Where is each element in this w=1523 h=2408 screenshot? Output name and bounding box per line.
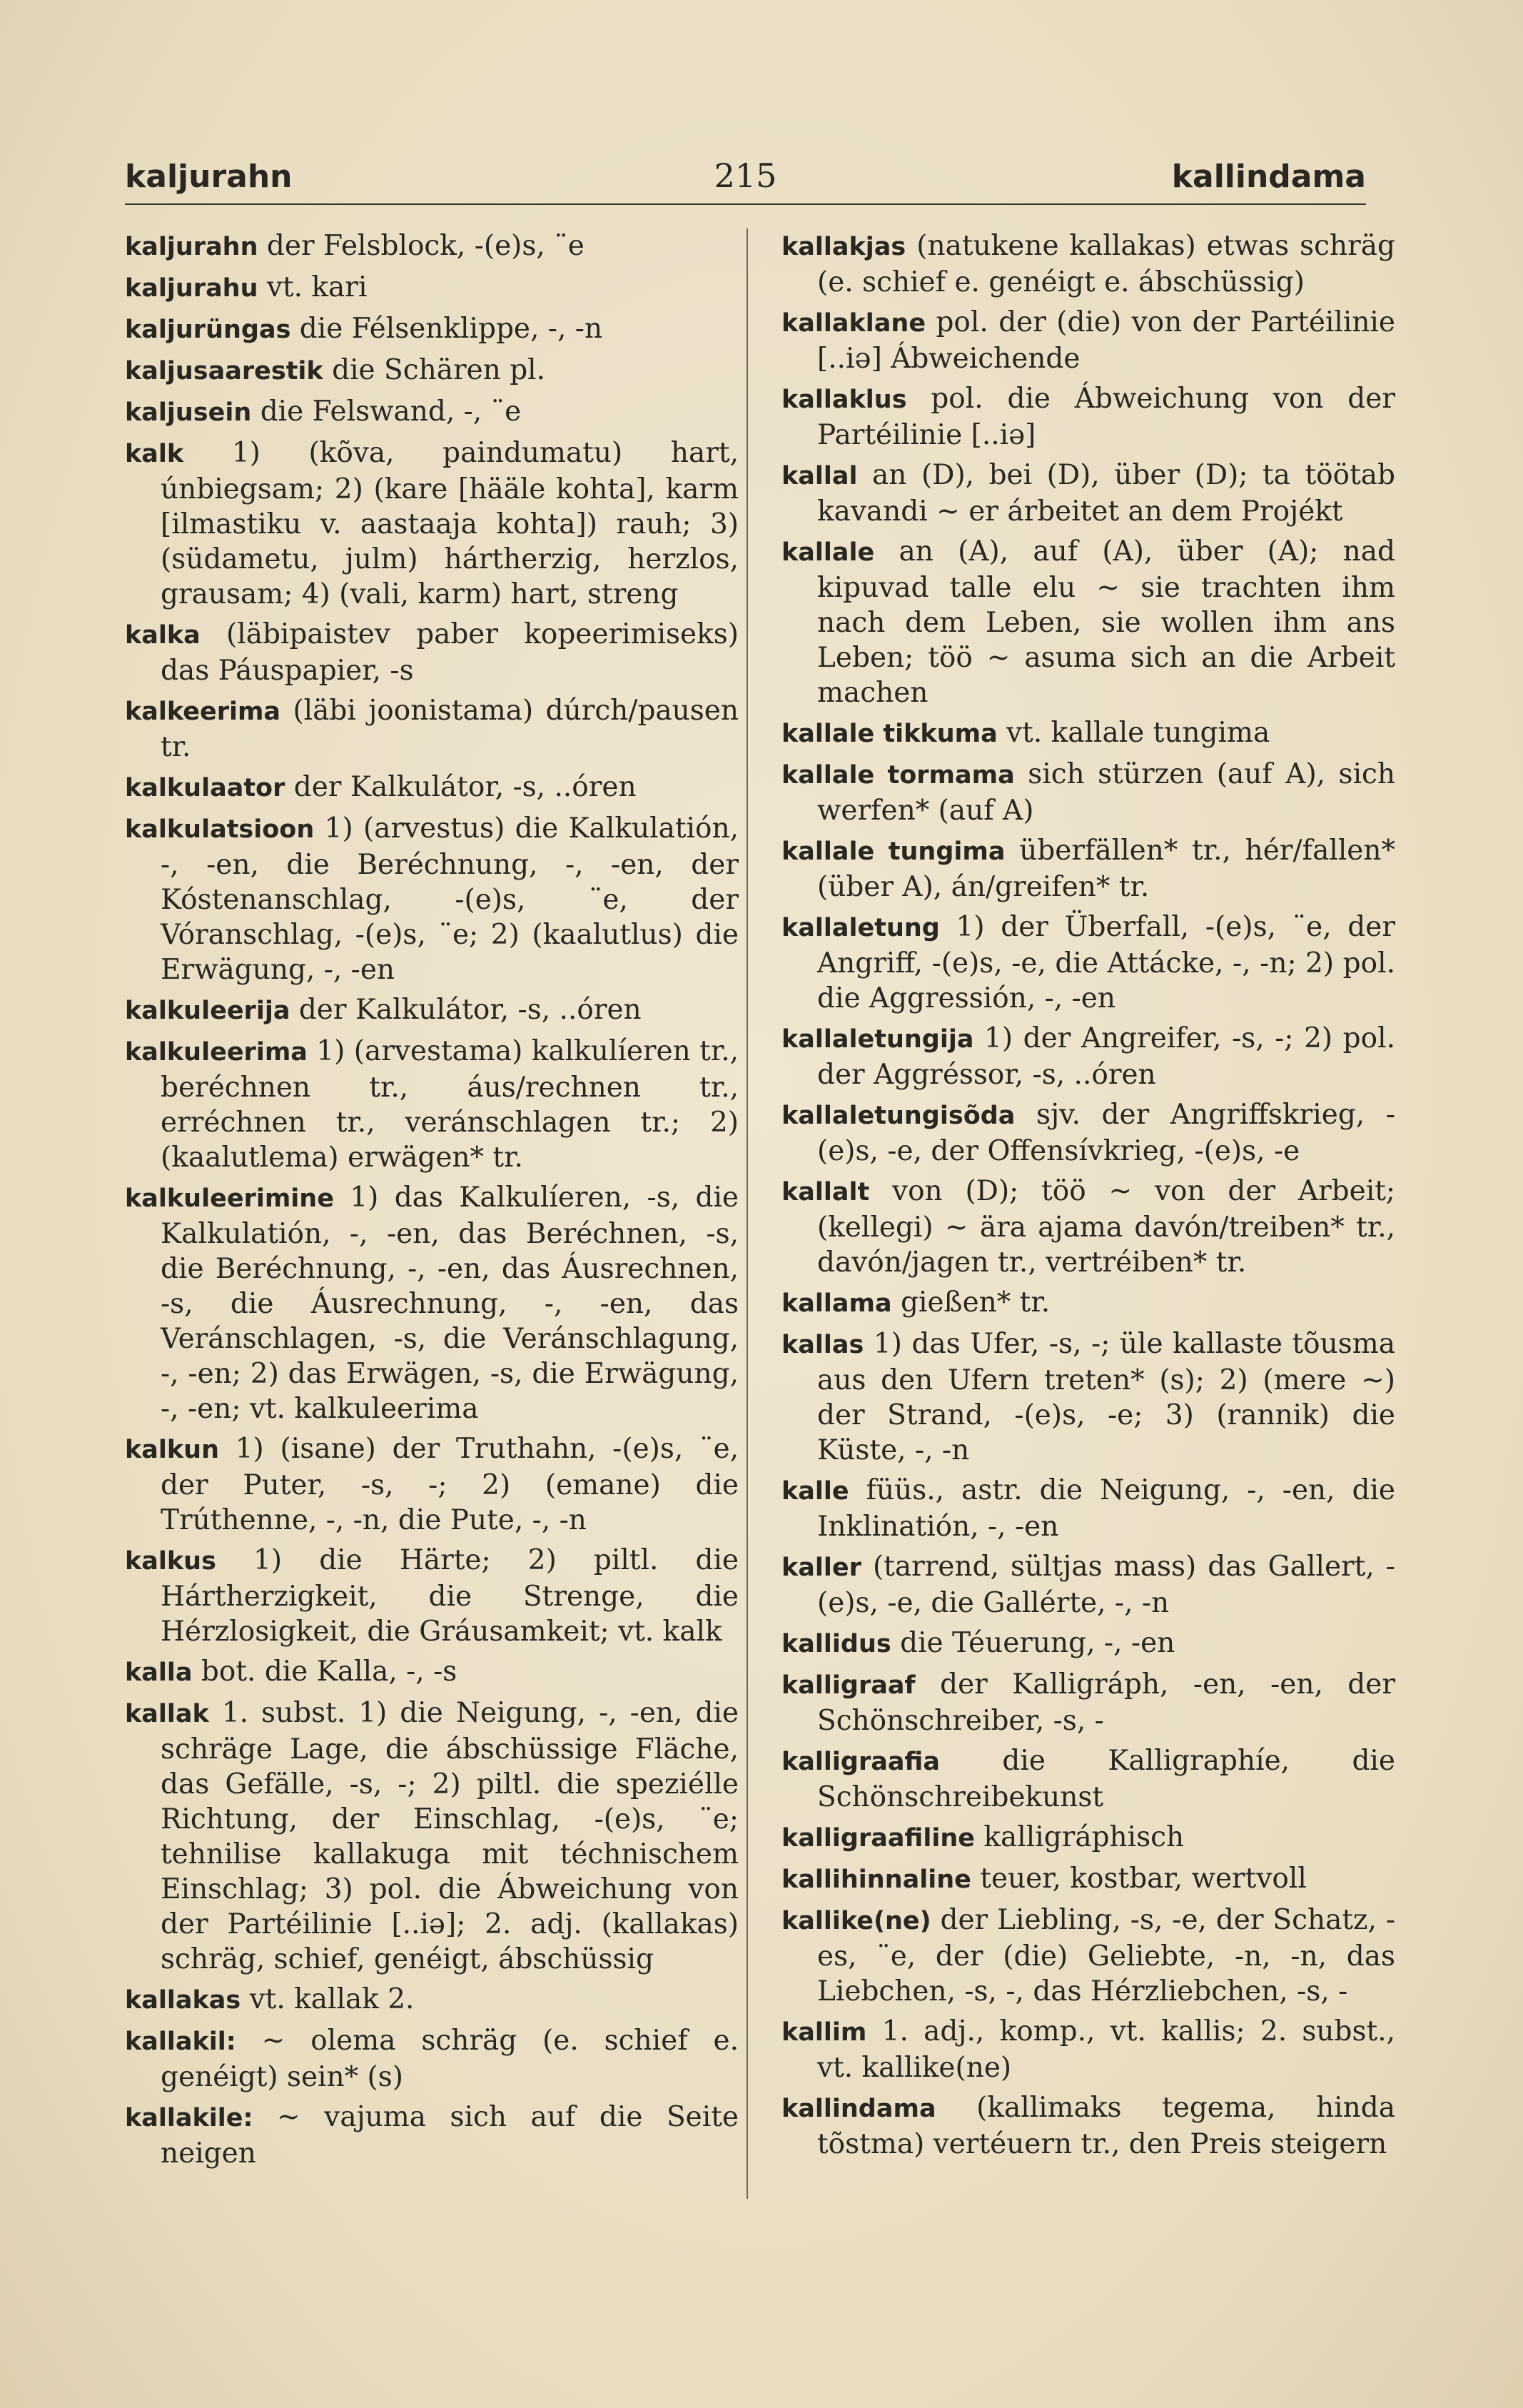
dictionary-entry (781, 1285, 1395, 1321)
entry-headword: kalkuleerima (125, 1038, 308, 1067)
entry-headword: kallakjas (781, 233, 906, 261)
entry-definition: ~ olema schräg (e. schief e. genéigt) sein* (s) (161, 2025, 739, 2093)
dictionary-entry (781, 1549, 1395, 1621)
dictionary-entry (781, 1174, 1395, 1280)
dictionary-entry (781, 910, 1395, 1016)
entry-headword: kaljurahu (125, 274, 258, 303)
dictionary-entry (781, 458, 1395, 529)
dictionary-entry (125, 1431, 739, 1538)
entry-headword: kallindama (781, 2095, 936, 2123)
dictionary-entry (781, 1903, 1395, 2009)
entry-headword: kalkuleerimine (125, 1184, 334, 1213)
entry-headword: kalligraaf (781, 1671, 916, 1700)
dictionary-entry (125, 1543, 739, 1649)
dictionary-entry (125, 770, 739, 806)
entry-headword: kallaletungija (781, 1025, 974, 1054)
dictionary-entry (125, 2100, 739, 2171)
entry-headword: kallama (781, 1289, 892, 1318)
entry-headword: kalkeerima (125, 697, 281, 726)
entry-headword: kalk (125, 440, 184, 468)
entry-headword: kallaletungisõda (781, 1102, 1016, 1130)
dictionary-entry (781, 833, 1395, 905)
left-column (125, 228, 739, 2176)
entry-definition: ~ vajuma sich auf die Seite neigen (161, 2101, 739, 2170)
entry-headword: kallaklus (781, 386, 907, 414)
entry-headword: kaljurahn (125, 233, 258, 261)
entry-definition: 1) (arvestus) die Kalkulatión, -, -en, die Beréchnung, -, -en, der Kóstenanschlag, -(e)s, ¨e, der Vóranschlag, -(e)s, ¨e; 2) (kaalutlus) die Erwägung, -, -en (161, 812, 739, 986)
entry-definition: bot. die Kalla, -, -s (192, 1656, 457, 1688)
entry-headword: kallike(ne) (781, 1907, 931, 1935)
entry-headword: kalle (781, 1477, 849, 1506)
entry-definition: (kallimaks tegema, hinda tõstma) vertéuern tr., den Preis steigern (817, 2092, 1395, 2160)
entry-definition: gießen* tr. (891, 1286, 1051, 1319)
entry-definition: pol. der (die) von der Partéilinie [..iə] Ábweichende (817, 306, 1395, 375)
page-number: 215 (714, 156, 777, 195)
entry-definition: vt. kallak 2. (241, 1983, 415, 2015)
dictionary-entry (781, 1743, 1395, 1815)
entry-definition: die Félsenklippe, -, -n (290, 313, 603, 345)
dictionary-entry (125, 228, 739, 265)
entry-headword: kallakile: (125, 2104, 253, 2132)
dictionary-entry (781, 1097, 1395, 1169)
entry-definition: (läbi joonistama) dúrch/pausen tr. (161, 695, 739, 763)
entry-definition: kalligráphisch (975, 1821, 1185, 1853)
column-divider (747, 228, 748, 2199)
entry-headword: kallalt (781, 1178, 870, 1206)
dictionary-entry (781, 2090, 1395, 2162)
entry-definition: 1. subst. 1) die Neigung, -, -en, die schräge Lage, die ábschüssige Fläche, das Gefälle, -s, -; 2) piltl. die speziélle Richtung, der Einschlag, -(e)s, ¨e; tehnilise kallakuga mit téchnischem Einschlag; 3) pol. die Ábweichung von der Partéilinie [..iə]; 2. adj. (kallakas) schräg, schief, genéigt, ábschüssig (161, 1697, 739, 1975)
entry-headword: kallas (781, 1331, 864, 1359)
entry-definition: der Kalligráph, -en, -en, der Schönschreiber, -s, - (817, 1668, 1395, 1737)
entry-headword: kalkuleerija (125, 997, 290, 1025)
entry-definition: vt. kallale tungima (997, 717, 1270, 749)
entry-definition: an (A), auf (A), über (A); nad kipuvad talle elu ~ sie trachten ihm nach dem Leben, sie wollen ihm ans Leben; töö ~ asuma sich an die Arbeit machen (817, 535, 1395, 709)
entry-headword: kallale (781, 538, 875, 567)
entry-definition: 1) die Härte; 2) piltl. die Hártherzigkeit, die Strenge, die Hérzlosigkeit, die Gráusamkeit; vt. kalk (161, 1544, 739, 1648)
dictionary-entry (125, 311, 739, 348)
dictionary-entry (125, 435, 739, 612)
dictionary-entry (781, 1861, 1395, 1898)
entry-headword: kaller (781, 1553, 861, 1582)
entry-definition: (tarrend, sültjas mass) das Gallert, -(e)s, -e, die Gallérte, -, -n (817, 1551, 1395, 1619)
entry-definition: die Felswand, -, ¨e (251, 396, 522, 428)
entry-headword: kaljurüngas (125, 316, 291, 344)
entry-definition: überfällen* tr., hér/fallen* (über A), án/greifen* tr. (817, 835, 1395, 903)
entry-definition: 1) der Angreifer, -s, -; 2) pol. der Aggréssor, -s, ..óren (817, 1022, 1395, 1091)
right-column (781, 228, 1395, 2167)
entry-headword: kalla (125, 1658, 193, 1687)
page-header (125, 146, 1366, 205)
dictionary-entry (781, 1626, 1395, 1662)
dictionary-entry (781, 1326, 1395, 1468)
dictionary-entry (781, 757, 1395, 828)
dictionary-entry (125, 811, 739, 987)
entry-definition: sjv. der Angriffskrieg, -(e)s, -e, der Offensívkrieg, -(e)s, -e (817, 1099, 1395, 1167)
dictionary-entry (125, 394, 739, 430)
entry-definition: 1) (kõva, paindumatu) hart, únbiegsam; 2) (kare [hääle kohta], karm [ilmastiku v. aastaaja kohta]) rauh; 3) (südametu, julm) hártherzig, herzlos, grausam; 4) (vali, karm) hart, streng (161, 437, 739, 610)
entry-headword: kalka (125, 621, 201, 650)
entry-headword: kallakas (125, 1986, 241, 2015)
header-right-guideword: kallindama (1171, 158, 1366, 195)
entry-headword: kalligraafiline (781, 1824, 976, 1853)
entry-headword: kallak (125, 1700, 209, 1728)
dictionary-entry (125, 1034, 739, 1175)
entry-definition: (läbipaistev paber kopeerimiseks) das Páuspapier, -s (161, 618, 739, 687)
entry-headword: kallim (781, 2018, 867, 2047)
entry-definition: der Kalkulátor, -s, ..óren (285, 771, 637, 803)
dictionary-entry (781, 1021, 1395, 1092)
entry-headword: kallakil: (125, 2027, 236, 2056)
dictionary-entry (125, 1654, 739, 1691)
dictionary-entry (125, 1180, 739, 1426)
entry-definition: der Liebling, -s, -e, der Schatz, -es, ¨e, der (die) Geliebte, -n, -n, das Liebchen, -s, -, das Hérzliebchen, -s, - (817, 1904, 1395, 2007)
dictionary-entry (781, 305, 1395, 376)
dictionary-entry (781, 1820, 1395, 1856)
entry-headword: kalkulatsioon (125, 815, 315, 844)
entry-definition: von (D); töö ~ von der Arbeit; (kellegi) ~ ära ajama davón/treiben* tr., davón/jagen tr., vertréiben* tr. (817, 1175, 1395, 1279)
dictionary-entry (125, 270, 739, 306)
entry-definition: an (D), bei (D), über (D); ta töötab kavandi ~ er árbeitet an dem Projékt (817, 459, 1395, 528)
entry-definition: vt. kari (258, 271, 368, 303)
dictionary-entry (125, 617, 739, 688)
entry-headword: kallihinnaline (781, 1865, 971, 1894)
entry-headword: kallale tikkuma (781, 720, 998, 748)
entry-definition: die Schären pl. (323, 354, 546, 386)
entry-headword: kallaletung (781, 914, 940, 942)
entry-definition: 1. adj., komp., vt. kallis; 2. subst., vt. kallike(ne) (817, 2015, 1395, 2084)
entry-definition: der Felsblock, -(e)s, ¨e (258, 230, 585, 262)
entry-headword: kalkulaator (125, 774, 285, 802)
dictionary-entry (125, 693, 739, 765)
entry-definition: 1) das Ufer, -s, -; üle kallaste tõusma aus den Ufern treten* (s); 2) (mere ~) der Strand, -(e)s, -e; 3) (rannik) die Küste, -, -n (817, 1328, 1395, 1466)
entry-headword: kaljusein (125, 398, 252, 427)
entry-headword: kalkun (125, 1436, 220, 1464)
dictionary-entry (781, 228, 1395, 300)
entry-headword: kallaklane (781, 309, 926, 338)
entry-definition: pol. die Ábweichung von der Partéilinie [..iə] (817, 383, 1395, 451)
dictionary-entry (781, 2014, 1395, 2085)
dictionary-entry (125, 2023, 739, 2095)
entry-headword: kalligraafia (781, 1748, 940, 1776)
entry-headword: kallale tormama (781, 761, 1015, 790)
entry-definition: sich stürzen (auf A), sich werfen* (auf A) (817, 758, 1396, 827)
entry-definition: teuer, kostbar, wertvoll (971, 1863, 1307, 1895)
entry-definition: 1) (arvestama) kalkulíeren tr., beréchnen tr., áus/rechnen tr., erréchnen tr., veránschlagen tr.; 2) (kaalutlema) erwägen* tr. (161, 1035, 739, 1174)
entry-headword: kallale tungima (781, 837, 1006, 866)
entry-headword: kallidus (781, 1630, 891, 1658)
dictionary-entry (125, 992, 739, 1029)
header-left-guideword: kaljurahn (125, 158, 293, 195)
entry-headword: kaljusaarestik (125, 357, 323, 386)
entry-definition: die Kalligraphíe, die Schönschreibekunst (817, 1745, 1395, 1813)
entry-headword: kalkus (125, 1547, 216, 1576)
entry-definition: 1) der Überfall, -(e)s, ¨e, der Angriff, -(e)s, -e, die Attácke, -, -n; 2) pol. die Aggressión, -, -en (817, 911, 1395, 1014)
dictionary-entry (125, 353, 739, 389)
dictionary-entry (125, 1982, 739, 2018)
dictionary-entry (781, 534, 1395, 710)
dictionary-entry (125, 1696, 739, 1977)
entry-definition: 1) das Kalkulíeren, -s, die Kalkulatión, -, -en, das Beréchnen, -s, die Beréchnung, -, -en, das Áusrechnen, -s, die Áusrechnung, -, -en, das Veránschlagen, -s, die Veránschlagung, -, -en; 2) das Erwägen, -s, die Erwägung, -, -en; vt. kalkuleerima (161, 1182, 739, 1425)
entry-definition: (natukene kallakas) etwas schräg (e. schief e. genéigt e. ábschüssig) (817, 230, 1395, 298)
entry-definition: füüs., astr. die Neigung, -, -en, die Inklinatión, -, -en (817, 1474, 1395, 1543)
entry-definition: der Kalkulátor, -s, ..óren (290, 994, 642, 1026)
entry-definition: die Téuerung, -, -en (891, 1627, 1175, 1659)
dictionary-entry (781, 715, 1395, 752)
dictionary-entry (781, 1667, 1395, 1738)
entry-headword: kallal (781, 462, 858, 490)
dictionary-entry (781, 381, 1395, 453)
dictionary-entry (781, 1473, 1395, 1544)
entry-definition: 1) (isane) der Truthahn, -(e)s, ¨e, der Puter, -s, -; 2) (emane) die Trúthenne, -, -n, die Pute, -, -n (161, 1433, 739, 1536)
